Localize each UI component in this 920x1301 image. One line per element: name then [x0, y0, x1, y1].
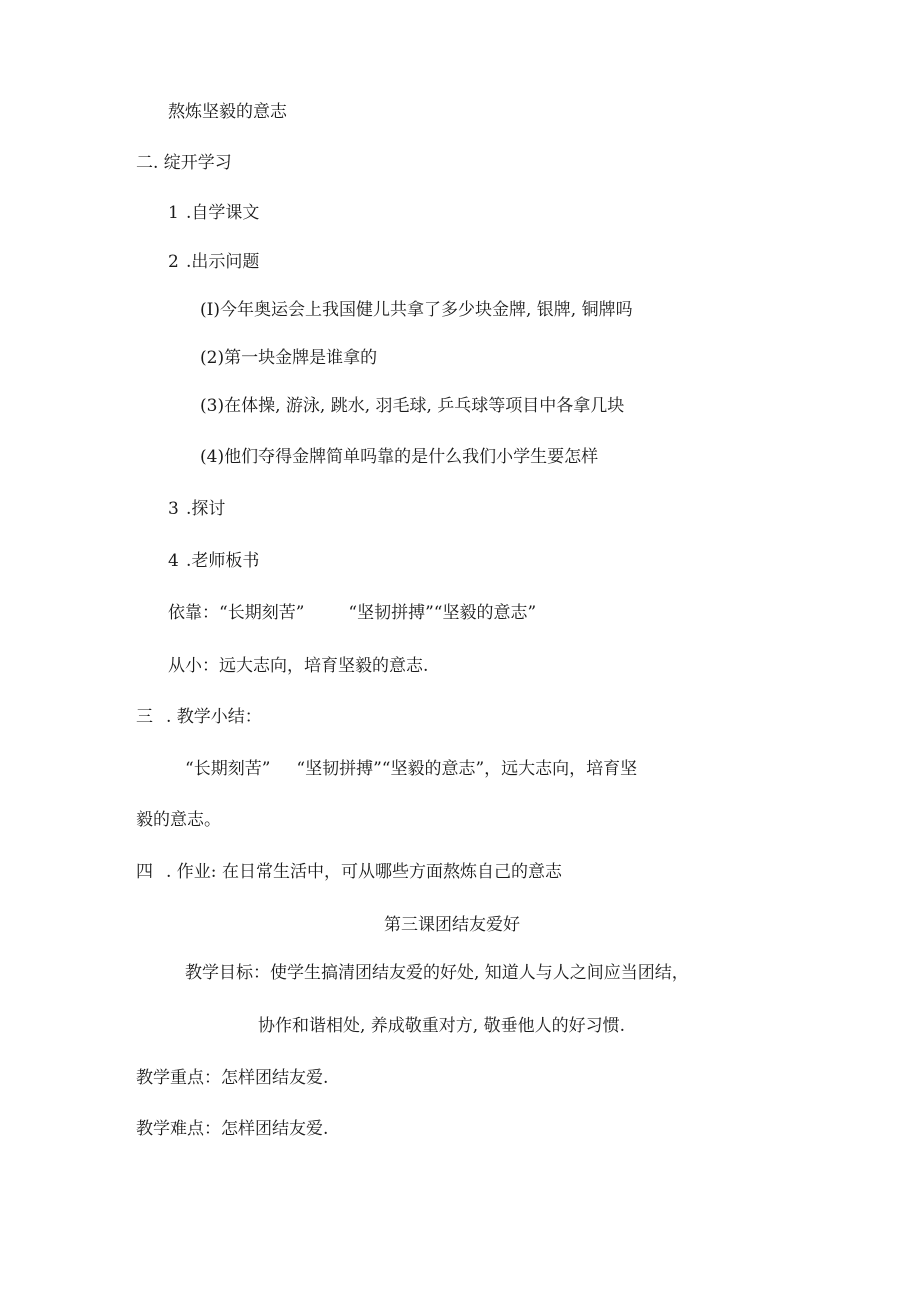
list-item-1	[168, 202, 259, 224]
teaching-goal-line-2: 协作和谐相处, 养成敬重对方, 敬垂他人的好习惯.	[258, 1016, 626, 1036]
list-item-2	[168, 251, 259, 273]
list-text: .老师板书	[186, 551, 260, 571]
section-number: 四	[136, 862, 153, 882]
board-part-a: 依靠：“长期刻苦”	[168, 603, 305, 623]
summary-line-2: 毅的意志。	[136, 810, 221, 830]
list-text: .自学课文	[186, 203, 260, 223]
lesson-title: 第三课团结友爱好	[384, 915, 520, 935]
list-number: 3	[168, 499, 179, 519]
summary-part-b: “坚韧拼搏”“坚毅的意志”，远大志向，培育坚	[296, 759, 638, 779]
question-2: (2)第一块金牌是谁拿的	[200, 348, 378, 368]
list-number: 1	[168, 203, 179, 223]
section-text: . 教学小结：	[166, 707, 262, 727]
summary-part-a: “长期刻苦”	[185, 759, 271, 779]
list-number: 2	[168, 252, 179, 272]
question-3: (3)在体操, 游泳, 跳水, 羽毛球, 乒乓球等项目中各拿几块	[200, 396, 625, 416]
list-item-3	[168, 498, 225, 520]
question-4: (4)他们夺得金牌简单吗靠的是什么我们小学生要怎样	[200, 447, 599, 467]
text-line-1: 熬炼坚毅的意志	[168, 102, 287, 122]
teaching-goal-line-1: 教学目标：使学生搞清团结友爱的好处, 知道人与人之间应当团结，	[185, 963, 689, 983]
section-number: 三	[136, 707, 153, 727]
summary-line-1	[185, 758, 637, 780]
list-text: .探讨	[186, 499, 226, 519]
list-item-4	[168, 550, 259, 572]
board-line-1	[168, 602, 536, 624]
section-heading-2: 二. 绽开学习	[136, 153, 232, 173]
section-heading-3	[136, 706, 262, 728]
question-1: (I)今年奥运会上我国健儿共拿了多少块金牌, 银牌, 铜牌吗	[200, 300, 633, 320]
board-part-b: “坚韧拼搏”“坚毅的意志”	[348, 603, 537, 623]
board-line-2: 从小：远大志向，培育坚毅的意志.	[168, 656, 429, 676]
list-text: .出示问题	[186, 252, 260, 272]
section-heading-4	[136, 861, 562, 883]
section-text: . 作业: 在日常生活中，可从哪些方面熬炼自己的意志	[166, 862, 562, 882]
teaching-difficulty: 教学难点：怎样团结友爱.	[136, 1119, 329, 1139]
teaching-key-point: 教学重点：怎样团结友爱.	[136, 1068, 329, 1088]
list-number: 4	[168, 551, 179, 571]
